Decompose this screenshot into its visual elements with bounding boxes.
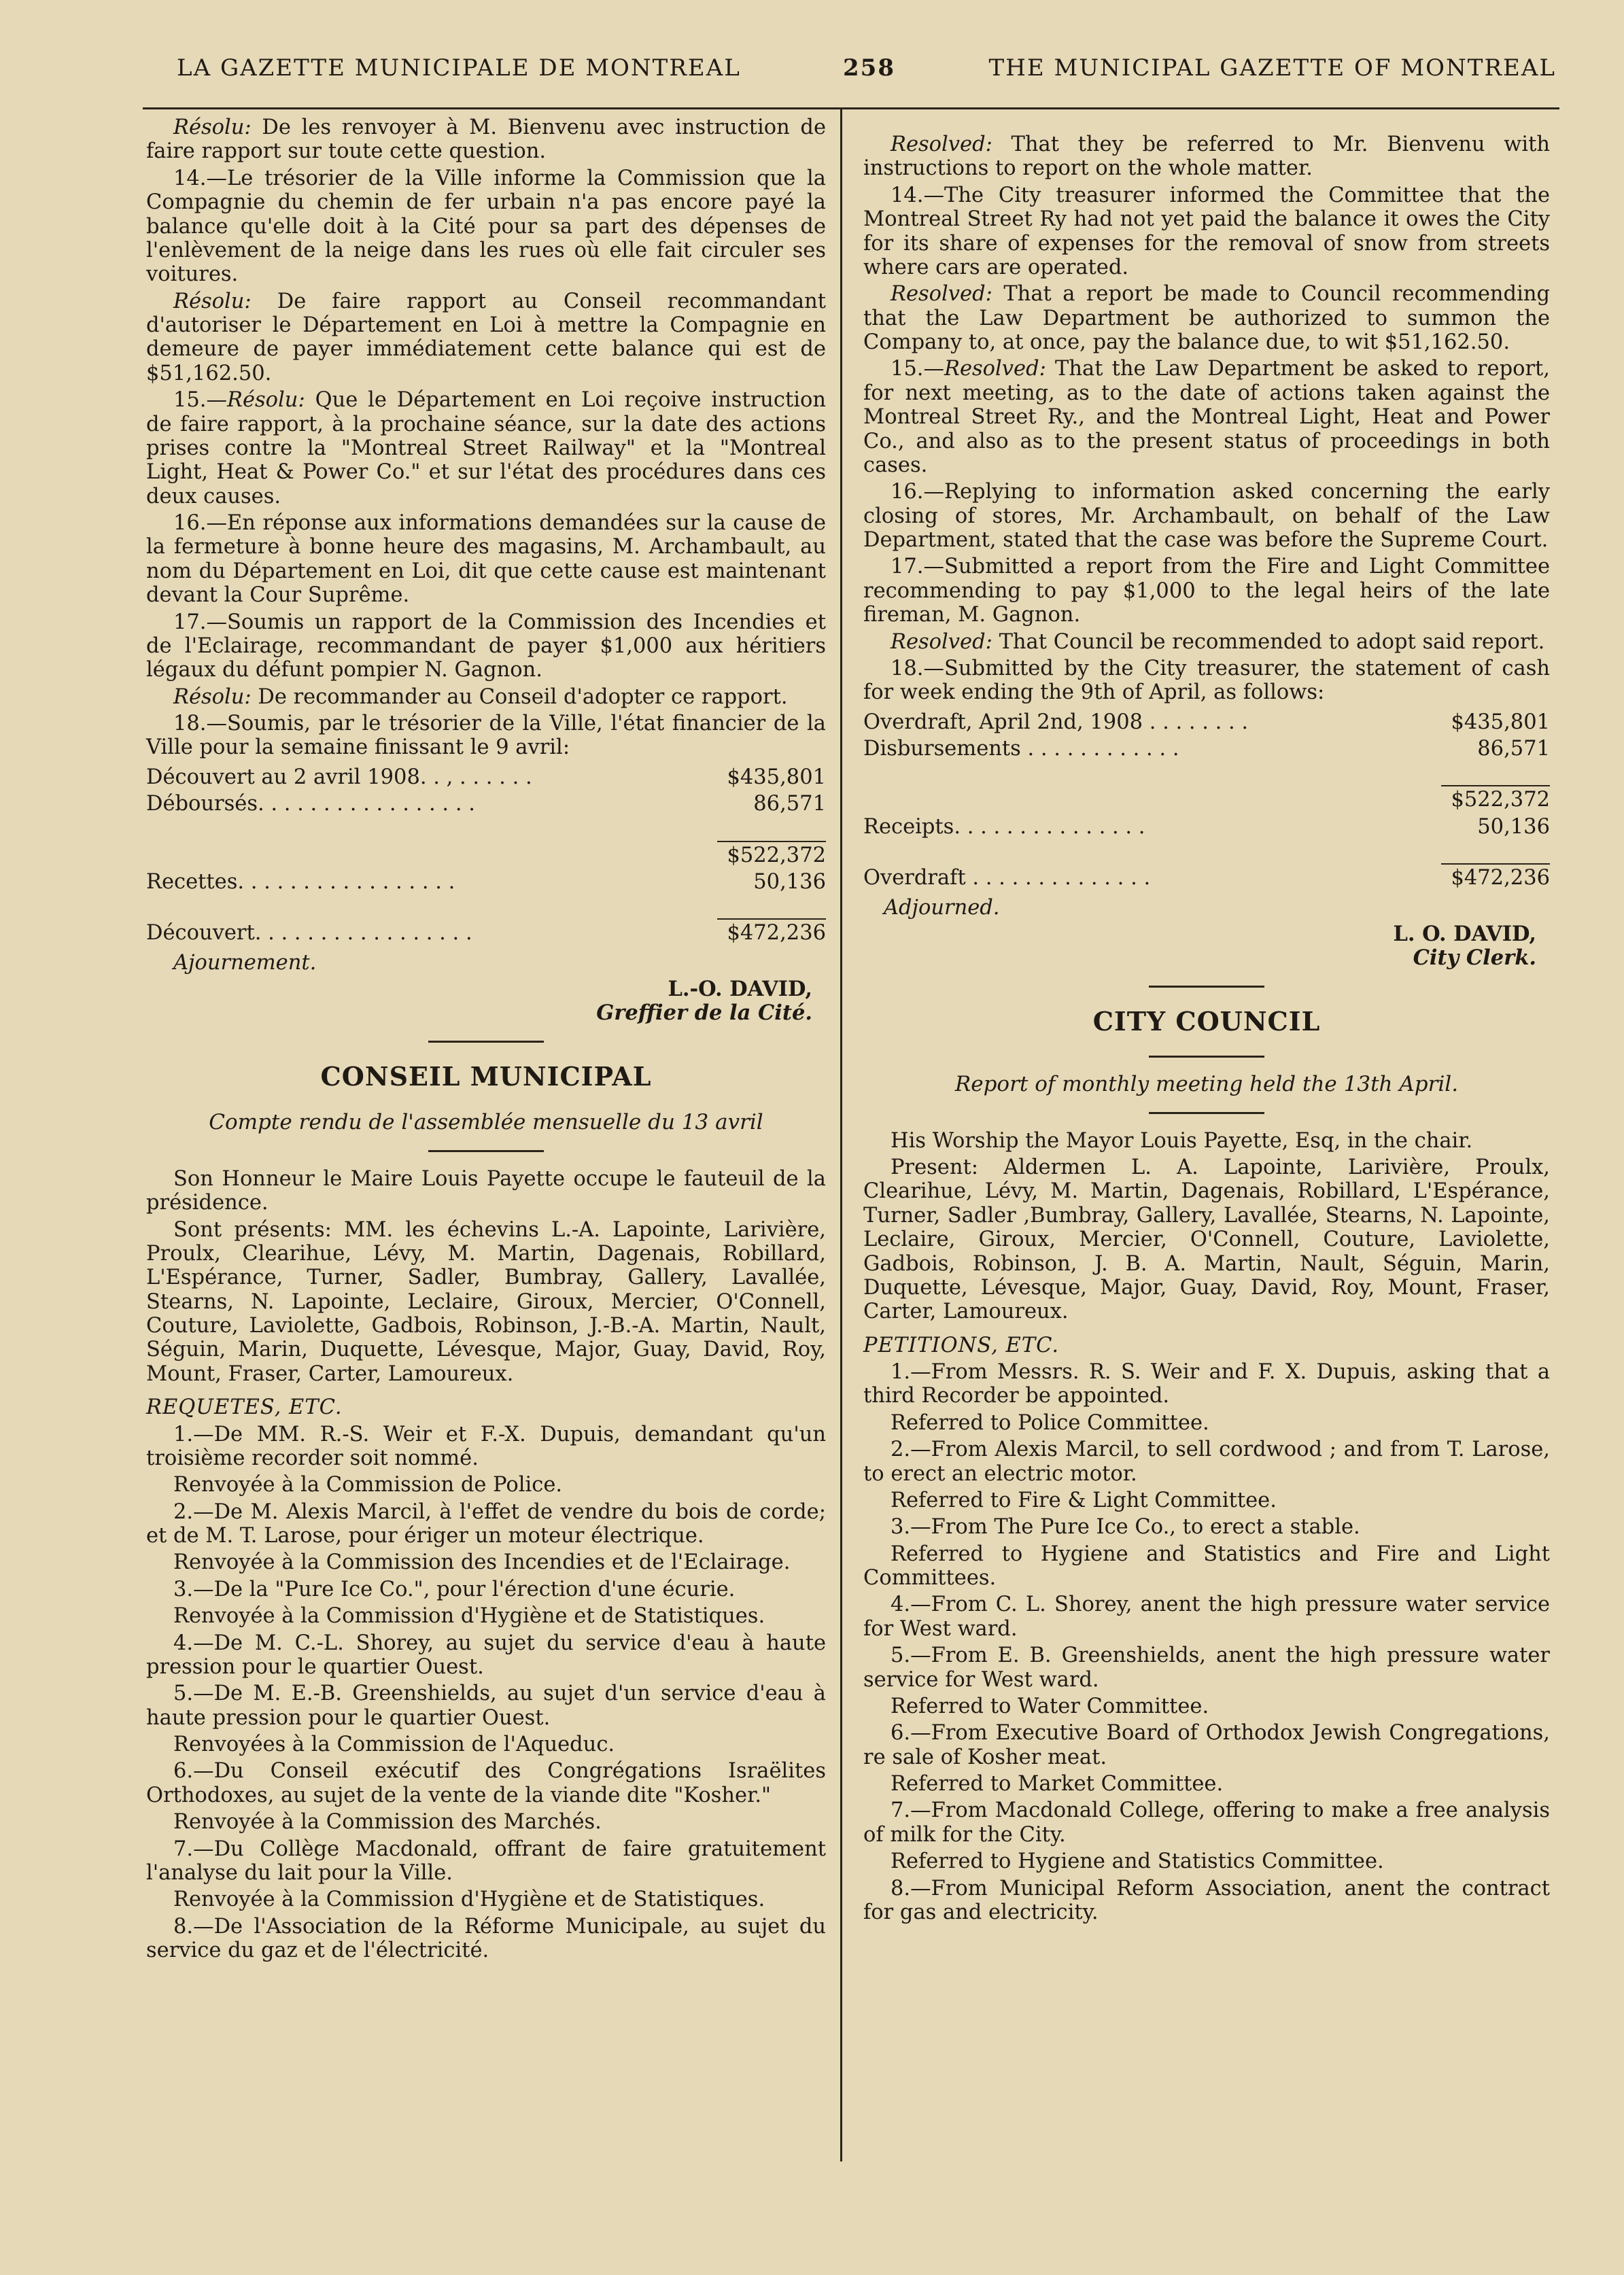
table-row: Disbursements . . . . . . . . . . . . 86,571 — [863, 737, 1550, 761]
paragraph: 6.—Du Conseil exécutif des Congrégations Israëlites Orthodoxes, au sujet de la vente de la viande dite "Kosher." — [146, 1759, 826, 1807]
paragraph: Renvoyée à la Commission d'Hygiène et de Statistiques. — [173, 1604, 765, 1629]
paragraph: Résolu: De les renvoyer à M. Bienvenu avec instruction de faire rapport sur toute cette question. — [146, 116, 826, 164]
paragraph: Renvoyée à la Commission d'Hygiène et de Statistiques. — [173, 1888, 765, 1912]
paragraph: 2.—De M. Alexis Marcil, à l'effet de vendre du bois de corde; et de M. T. Larose, pour ériger un moteur électrique. — [146, 1499, 826, 1548]
table-row: Overdraft . . . . . . . . . . . . . . $472,236 — [863, 864, 1550, 891]
section-rule — [1149, 986, 1264, 988]
signature: L. O. DAVID, City Clerk. — [1393, 921, 1536, 971]
table-row: Recettes. . . . . . . . . . . . . . . . . 50,136 — [146, 869, 826, 894]
paragraph: Resolved: That they be referred to Mr. Bienvenu with instructions to report on the whole matter. — [863, 133, 1550, 181]
paragraph: 15.—Resolved: That the Law Department be asked to report, for next meeting, as to the date of actions taken against the Montreal Street Ry., and the Montreal Light, Heat and Power Co., and also as to the present status of proceedings in both cases. — [863, 357, 1550, 477]
french-column — [146, 116, 826, 1965]
section-title: CONSEIL MUNICIPAL — [320, 1060, 652, 1092]
paragraph: 3.—De la "Pure Ice Co.", pour l'érection d'une écurie. — [173, 1577, 736, 1601]
paragraph: 17.—Submitted a report from the Fire and Light Committee recommending to pay $1,000 to the legal heirs of the late fireman, M. Gagnon. — [863, 555, 1550, 627]
paragraph: 18.—Submitted by the City treasurer, the statement of cash for week ending the 9th of April, as follows: — [863, 656, 1550, 705]
table-row: Découvert au 2 avril 1908. . , . . . . . . $435,801 — [146, 765, 826, 789]
paragraph: 8.—From Municipal Reform Association, anent the contract for gas and electricity. — [863, 1876, 1550, 1924]
section-rule — [428, 1041, 544, 1043]
paragraph: Résolu: De recommander au Conseil d'adopter ce rapport. — [173, 684, 788, 709]
table-row: $522,372 — [863, 786, 1550, 813]
paragraph: 7.—From Macdonald College, offering to make a free analysis of milk for the City. — [863, 1799, 1550, 1847]
english-column — [863, 133, 1550, 1927]
header-english-title: THE MUNICIPAL GAZETTE OF MONTREAL — [988, 54, 1556, 82]
paragraph: 14.—The City treasurer informed the Committee that the Montreal Street Ry had not yet paid the balance it owes the City for its share of expenses for the removal of snow from streets where cars are operated. — [863, 183, 1550, 279]
paragraph: Referred to Fire & Light Committee. — [891, 1488, 1277, 1512]
table-row: Overdraft, April 2nd, 1908 . . . . . . . . $435,801 — [863, 710, 1550, 734]
paragraph: Referred to Police Committee. — [891, 1410, 1209, 1435]
paragraph: Son Honneur le Maire Louis Payette occupe le fauteuil de la présidence. — [146, 1166, 826, 1215]
paragraph: 2.—From Alexis Marcil, to sell cordwood ; and from T. Larose, to erect an electric motor. — [863, 1438, 1550, 1486]
paragraph: 14.—Le trésorier de la Ville informe la Commission que la Compagnie du chemin de fer urbain n'a pas encore payé la balance qu'elle doit à la Cité pour sa part des dépenses de l'enlèvement de la neige dans les rues où elle fait circuler ses voitures. — [146, 166, 826, 287]
column-divider — [840, 109, 842, 2161]
paragraph: Renvoyées à la Commission de l'Aqueduc. — [173, 1733, 615, 1757]
financial-statement-en — [863, 709, 1550, 892]
page-header — [170, 54, 1556, 109]
adjournment: Adjourned. — [884, 895, 1000, 920]
paragraph: 18.—Soumis, par le trésorier de la Ville, l'état financier de la Ville pour la semaine finissant le 9 avril: — [146, 712, 826, 760]
paragraph: Referred to Market Committee. — [891, 1772, 1224, 1796]
paragraph: 1.—From Messrs. R. S. Weir and F. X. Dupuis, asking that a third Recorder be appointed. — [863, 1360, 1550, 1408]
header-french-title: LA GAZETTE MUNICIPALE DE MONTREAL — [177, 54, 741, 82]
paragraph: 17.—Soumis un rapport de la Commission des Incendies et de l'Eclairage, recommandant de payer $1,000 aux héritiers légaux du défunt pompier N. Gagnon. — [146, 610, 826, 682]
signature: L.-O. DAVID, Greffier de la Cité. — [596, 977, 812, 1026]
section-subtitle: Compte rendu de l'assemblée mensuelle du 13 avril — [209, 1109, 763, 1134]
paragraph: Referred to Hygiene and Statistics Committee. — [891, 1849, 1384, 1874]
paragraph: 3.—From The Pure Ice Co., to erect a stable. — [891, 1515, 1360, 1540]
paragraph: 8.—De l'Association de la Réforme Municipale, au sujet du service du gaz et de l'électricité. — [146, 1914, 826, 1963]
table-row: Déboursés. . . . . . . . . . . . . . . . . 86,571 — [146, 792, 826, 816]
paragraph: Sont présents: MM. les échevins L.-A. Lapointe, Larivière, Proulx, Clearihue, Lévy, M. Martin, Dagenais, Robillard, L'Espérance, Turner, Sadler, Bumbray, Gallery, Lavallée, Stearns, N. Lapointe, Leclaire, Giroux, Mercier, O'Connell, Couture, Laviolette, Gadbois, Robinson, J.-B.-A. Martin, Nault, Séguin, Marin, Duquette, Lévesque, Major, Guay, David, Roy, Mount, Fraser, Carter, Lamoureux. — [146, 1217, 826, 1386]
paragraph: 6.—From Executive Board of Orthodox Jewish Congregations, re sale of Kosher meat. — [863, 1721, 1550, 1769]
section-rule — [1149, 1056, 1264, 1058]
section-rule — [1149, 1112, 1264, 1114]
paragraph: 15.—Résolu: Que le Département en Loi reçoive instruction de faire rapport, à la prochaine séance, sur la date des actions prises contre la "Montreal Street Railway" et la "Montreal Light, Heat & Power Co." et sur l'état des procédures dans ces deux causes. — [146, 388, 826, 508]
table-row: Découvert. . . . . . . . . . . . . . . . . $472,236 — [146, 919, 826, 946]
section-rule — [428, 1150, 544, 1152]
paragraph: 4.—From C. L. Shorey, anent the high pressure water service for West ward. — [863, 1593, 1550, 1641]
paragraph: 7.—Du Collège Macdonald, offrant de faire gratuitement l'analyse du lait pour la Ville. — [146, 1837, 826, 1885]
table-row: Receipts. . . . . . . . . . . . . . . 50,136 — [863, 814, 1550, 839]
paragraph: Resolved: That Council be recommended to adopt said report. — [891, 629, 1545, 654]
page-number: 258 — [843, 54, 895, 82]
paragraph: Renvoyée à la Commission des Marchés. — [173, 1810, 602, 1835]
section-subtitle: Report of monthly meeting held the 13th April. — [954, 1071, 1459, 1096]
subsection-heading: PETITIONS, ETC. — [863, 1333, 1060, 1357]
financial-statement-fr — [146, 764, 826, 947]
paragraph: Referred to Hygiene and Statistics and Fire and Light Committees. — [863, 1542, 1550, 1591]
section-title: CITY COUNCIL — [1092, 1005, 1321, 1037]
paragraph: His Worship the Mayor Louis Payette, Esq, in the chair. — [891, 1128, 1473, 1153]
paragraph: 5.—De M. E.-B. Greenshields, au sujet d'un service d'eau à haute pression pour le quartier Ouest. — [146, 1682, 826, 1730]
paragraph: 5.—From E. B. Greenshields, anent the high pressure water service for West ward. — [863, 1644, 1550, 1692]
paragraph: Resolved: That a report be made to Council recommending that the Law Department be authorized to summon the Company to, at once, pay the balance due, to wit $51,162.50. — [863, 282, 1550, 354]
paragraph: Present: Aldermen L. A. Lapointe, Larivière, Proulx, Clearihue, Lévy, M. Martin, Dagenais, Robillard, L'Espérance, Turner, Sadler ,Bumbray, Gallery, Lavallée, Stearns, N. Lapointe, Leclaire, Giroux, Mercier, O'Connell, Couture, Laviolette, Gadbois, Robinson, J. B. A. Martin, Nault, Séguin, Marin, Duquette, Lévesque, Major, Guay, David, Roy, Mount, Fraser, Carter, Lamoureux. — [863, 1156, 1550, 1324]
paragraph: 1.—De MM. R.-S. Weir et F.-X. Dupuis, demandant qu'un troisième recorder soit nommé. — [146, 1422, 826, 1470]
adjournment: Ajournement. — [173, 950, 317, 975]
paragraph: 16.—En réponse aux informations demandées sur la cause de la fermeture à bonne heure des magasins, M. Archambault, au nom du Département en Loi, dit que cette cause est maintenant devant la Cour Suprême. — [146, 511, 826, 608]
paragraph: Referred to Water Committee. — [891, 1694, 1209, 1718]
subsection-heading: REQUETES, ETC. — [146, 1395, 343, 1420]
paragraph: Renvoyée à la Commission de Police. — [173, 1473, 563, 1497]
paragraph: 16.—Replying to information asked concerning the early closing of stores, Mr. Archambault, on behalf of the Law Department, stated that the case was before the Supreme Court. — [863, 480, 1550, 552]
paragraph: Résolu: De faire rapport au Conseil recommandant d'autoriser le Département en Loi à mettre la Compagnie en demeure de payer immédiatement cette balance qui est de $51,162.50. — [146, 289, 826, 385]
paragraph: 4.—De M. C.-L. Shorey, au sujet du service d'eau à haute pression pour le quartier Ouest. — [146, 1631, 826, 1679]
header-rule — [143, 107, 1559, 109]
paragraph: Renvoyée à la Commission des Incendies et de l'Eclairage. — [173, 1550, 791, 1575]
table-row: $522,372 — [146, 841, 826, 869]
